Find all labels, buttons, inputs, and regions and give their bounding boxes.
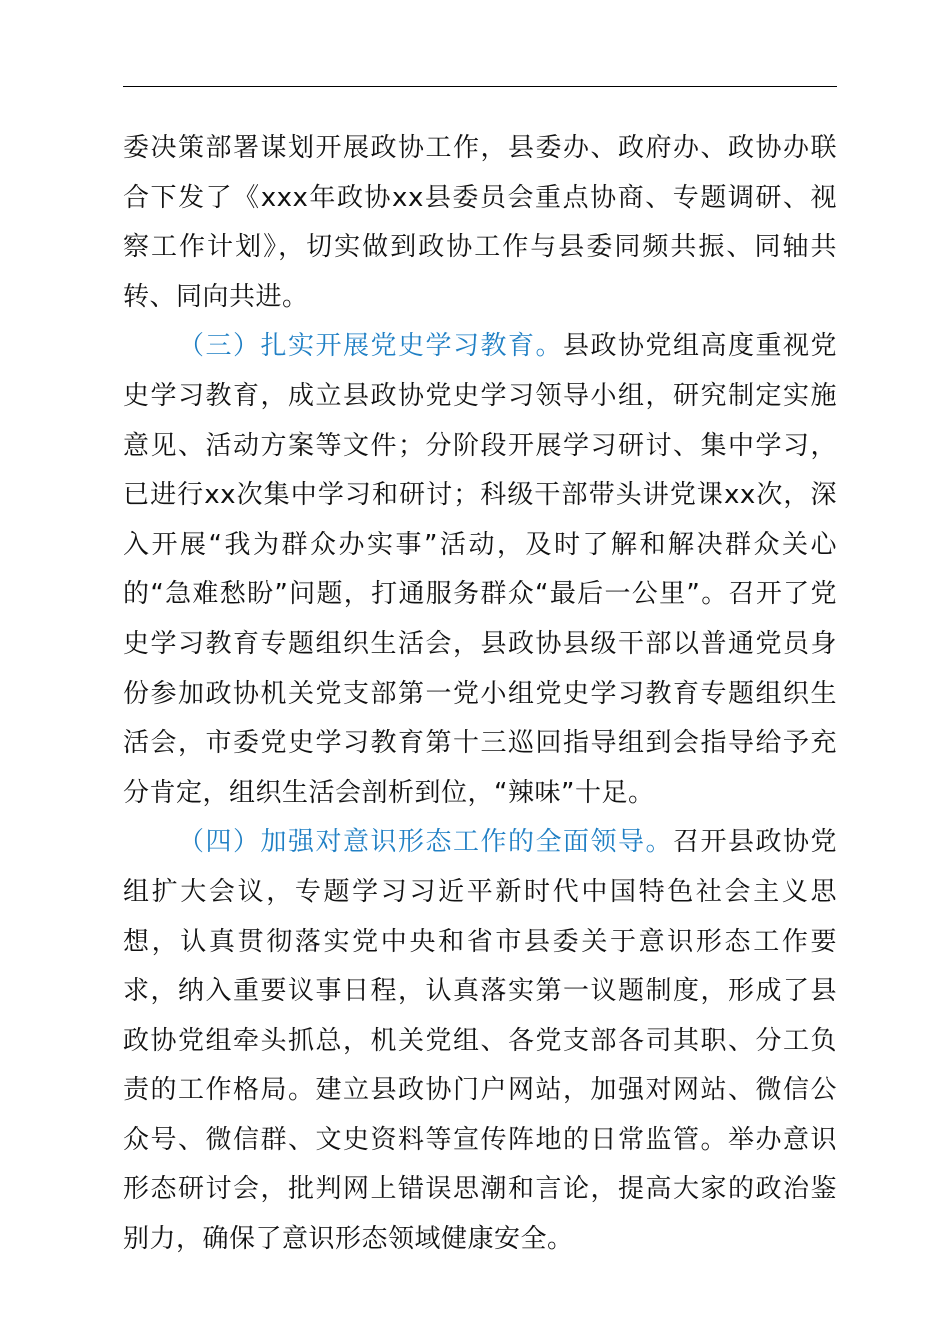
section-heading: （三）扎实开展党史学习教育。 [178, 331, 563, 362]
paragraph-body: 委决策部署谋划开展政协工作，县委办、政府办、政协办联合下发了《xxx年政协xx县委员会重点协商、专题调研、视察工作计划》，切实做到政协工作与县委同频共振、同轴共转、同向共进。 [123, 133, 837, 312]
paragraph-continuation [123, 124, 837, 322]
section-heading: （四）加强对意识形态工作的全面领导。 [178, 827, 673, 858]
paragraph-party-history-education [123, 322, 837, 818]
document-body [123, 124, 837, 1265]
paragraph-body: 县政协党组高度重视党史学习教育，成立县政协党史学习领导小组，研究制定实施意见、活动方案等文件；分阶段开展学习研讨、集中学习，已进行xx次集中学习和研讨；科级干部带头讲党课xx次，深入开展“我为群众办实事”活动，及时了解和解决群众关心的“急难愁盼”问题，打通服务群众“最后一公里”。召开了党史学习教育专题组织生活会，县政协县级干部以普通党员身份参加政协机关党支部第一党小组党史学习教育专题组织生活会，市委党史学习教育第十三巡回指导组到会指导给予充分肯定，组织生活会剖析到位，“辣味”十足。 [123, 331, 837, 808]
paragraph-body: 召开县政协党组扩大会议，专题学习习近平新时代中国特色社会主义思想，认真贯彻落实党中央和省市县委关于意识形态工作要求，纳入重要议事日程，认真落实第一议题制度，形成了县政协党组牵头抓总，机关党组、各党支部各司其职、分工负责的工作格局。建立县政协门户网站，加强对网站、微信公众号、微信群、文史资料等宣传阵地的日常监管。举办意识形态研讨会，批判网上错误思潮和言论，提高大家的政治鉴别力，确保了意识形态领域健康安全。 [123, 827, 837, 1255]
paragraph-ideology-leadership [123, 818, 837, 1264]
header-rule [123, 86, 837, 87]
